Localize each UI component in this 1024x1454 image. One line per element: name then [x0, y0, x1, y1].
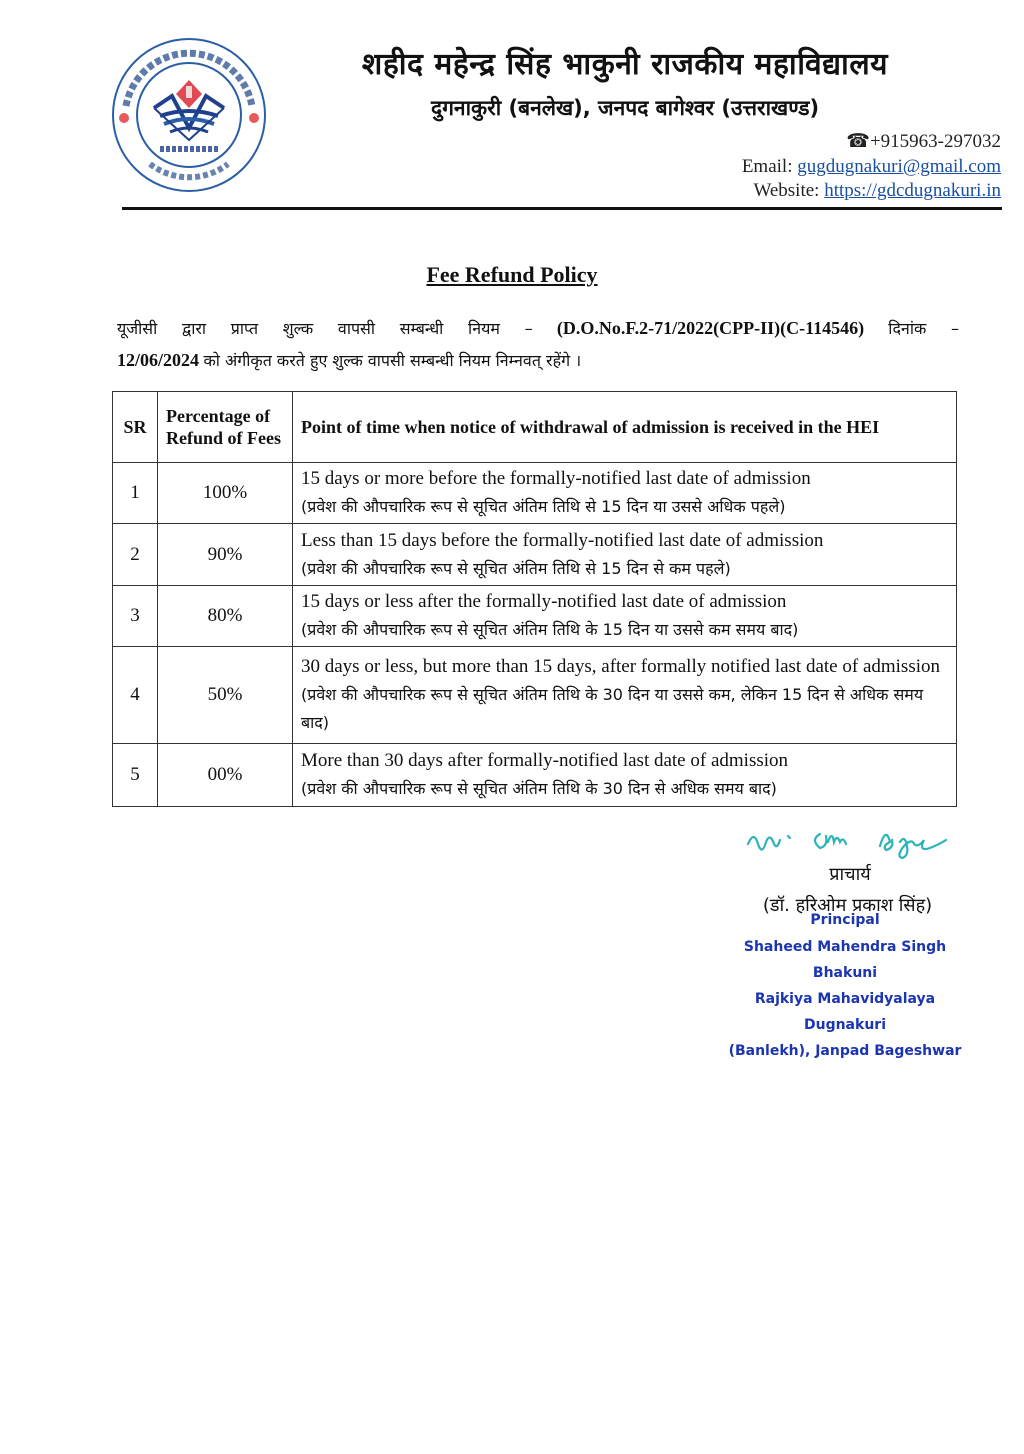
principal-name: (डॉ. हरिओम प्रकाश सिंह) — [762, 895, 933, 916]
row-description — [293, 463, 957, 524]
row-percentage: 80% — [158, 586, 293, 647]
row-desc-hi: (प्रवेश की औपचारिक रूप से सूचित अंतिम तिथि से 15 दिन से कम पहले) — [301, 558, 731, 578]
handwritten-signature-icon — [740, 822, 960, 862]
email-label: Email: — [741, 156, 793, 177]
table-row — [113, 586, 957, 647]
header-point-of-time: Point of time when notice of withdrawal of admission is received in the HEI — [293, 392, 957, 463]
row-percentage: 00% — [158, 744, 293, 807]
header-percentage: Percentage of Refund of Fees — [158, 392, 293, 463]
intro-hi-text: यूजीसी द्वारा प्राप्त शुल्क वापसी सम्बन्धी नियम – — [117, 319, 533, 338]
dated-label: दिनांक – — [888, 319, 959, 338]
row-sr: 2 — [113, 524, 158, 586]
row-sr: 3 — [113, 586, 158, 647]
principal-title: प्राचार्य — [829, 864, 871, 885]
header-sr: SR — [113, 392, 158, 463]
intro-date: 12/06/2024 — [117, 350, 200, 370]
table-row — [113, 524, 957, 586]
row-sr: 5 — [113, 744, 158, 807]
stamp-line-address: (Banlekh), Janpad Bageshwar — [728, 1043, 962, 1059]
stamp-line-college-2: Rajkiya Mahavidyalaya Dugnakuri — [754, 991, 936, 1033]
website-line — [753, 180, 1001, 202]
table-row — [113, 744, 957, 807]
refund-policy-table — [112, 391, 957, 807]
row-percentage: 90% — [158, 524, 293, 586]
phone-number: +915963-297032 — [869, 131, 1001, 152]
document-title: Fee Refund Policy — [426, 262, 598, 287]
principal-stamp — [720, 912, 970, 1064]
row-sr: 1 — [113, 463, 158, 524]
phone-icon: ☎ — [846, 131, 870, 152]
college-seal-icon — [110, 36, 268, 194]
principal-signature — [740, 822, 960, 862]
college-address: दुगनाकुरी (बनलेख), जनपद बागेश्वर (उत्तराखण्ड) — [430, 96, 820, 120]
stamp-line-principal: Principal — [810, 912, 880, 928]
row-sr: 4 — [113, 647, 158, 744]
stamp-line-college-1: Shaheed Mahendra Singh Bhakuni — [743, 939, 947, 981]
row-percentage: 100% — [158, 463, 293, 524]
row-desc-en: 15 days or less after the formally-notified last date of admission — [301, 591, 787, 612]
phone-line — [846, 130, 1001, 153]
email-line — [742, 156, 1001, 178]
ugc-reference: (D.O.No.F.2-71/2022(CPP-II)(C-114546) — [556, 318, 865, 338]
website-label: Website: — [753, 180, 820, 201]
row-desc-en: 15 days or more before the formally-notified last date of admission — [301, 468, 811, 489]
row-desc-en: Less than 15 days before the formally-notified last date of admission — [301, 529, 824, 551]
college-name: शहीद महेन्द्र सिंह भाकुनी राजकीय महाविद्यालय — [361, 47, 889, 82]
row-description — [293, 524, 957, 586]
table-row — [113, 463, 957, 524]
row-desc-hi: (प्रवेश की औपचारिक रूप से सूचित अंतिम तिथि के 15 दिन या उससे कम समय बाद) — [301, 620, 799, 639]
row-description — [293, 586, 957, 647]
row-desc-hi: (प्रवेश की औपचारिक रूप से सूचित अंतिम तिथि के 30 दिन से अधिक समय बाद) — [301, 779, 777, 798]
intro-hi-text-2: को अंगीकृत करते हुए शुल्क वापसी सम्बन्धी नियम निम्नवत् रहेंगे । — [203, 351, 582, 370]
email-link[interactable]: gugdugnakuri@gmail.com — [797, 156, 1001, 177]
website-link[interactable]: https://gdcdugnakuri.in — [824, 180, 1001, 201]
header-divider — [122, 207, 1002, 210]
row-desc-hi: (प्रवेश की औपचारिक रूप से सूचित अंतिम तिथि के 30 दिन या उससे कम, लेकिन 15 दिन से अधिक समय बाद) — [301, 685, 924, 732]
row-description — [293, 647, 957, 744]
row-description — [293, 744, 957, 807]
table-row — [113, 647, 957, 744]
table-header-row — [113, 392, 957, 463]
intro-line-2 — [117, 344, 959, 377]
row-desc-en: More than 30 days after formally-notified last date of admission — [301, 750, 789, 771]
college-logo — [110, 36, 268, 194]
intro-line-1 — [117, 312, 959, 345]
row-desc-hi: (प्रवेश की औपचारिक रूप से सूचित अंतिम तिथि से 15 दिन या उससे अधिक पहले) — [301, 497, 786, 516]
row-desc-en: 30 days or less, but more than 15 days, after formally notified last date of admission — [301, 656, 940, 677]
row-percentage: 50% — [158, 647, 293, 744]
